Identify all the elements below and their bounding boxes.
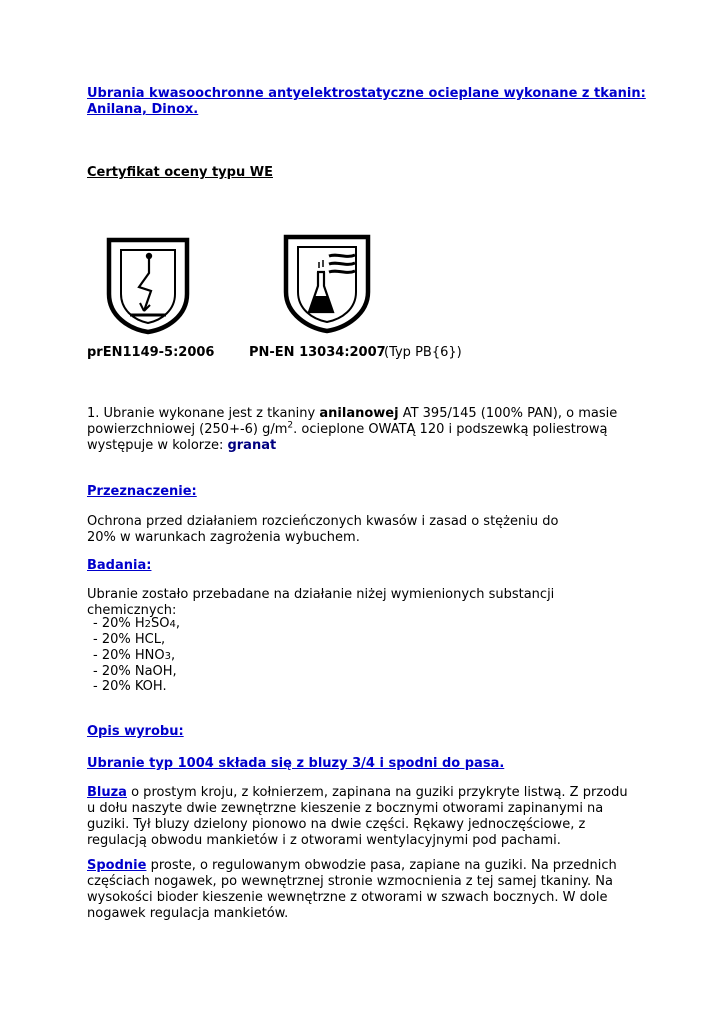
purpose-text: Ochrona przed działaniem rozcieńczonych kwasów i zasad o stężeniu do 20% w warunkach zagrożenia wybuchem. (87, 514, 559, 545)
list-item: - 20% H2SO4, (93, 616, 181, 631)
chemical-protection-shield-icon (283, 234, 371, 334)
list-item: - 20% NaOH, (93, 663, 177, 679)
point-1-text-c: AT 395/145 (100% PAN), o masie powierzchniowej (250+-6) g/m (87, 406, 618, 437)
spodnie-text: proste, o regulowanym obwodzie pasa, zapiane na guziki. Na przednich częściach nogawek, po wewnętrznej stronie wzmocnienia z tej samej tkaniny. Na wysokości bioder kieszenie wewnętrzne z otworami w szwach bocznych. W dole nogawek regulacja mankietów. (87, 858, 617, 921)
tests-heading[interactable]: Badania: (87, 558, 152, 573)
point-1-fabric: anilanowej (319, 406, 399, 421)
bluza-link[interactable]: Bluza (87, 785, 127, 800)
certificate-heading: Certyfikat oceny typu WE (87, 165, 273, 180)
standard-en13034: PN-EN 13034:2007 (249, 345, 386, 360)
description-subheading[interactable]: Ubranie typ 1004 składa się z bluzy 3/4 i spodni do pasa. (87, 756, 505, 771)
list-item: - 20% HNO3, (93, 647, 176, 663)
standards-row (87, 345, 647, 361)
point-1-text-d: . ocieplone OWATĄ 120 i podszewką poliestrową występuje w kolorze: (87, 422, 608, 453)
tests-text: Ubranie zostało przebadane na działanie niżej wymienionych substancji chemicznych: (87, 587, 555, 618)
purpose-heading[interactable]: Przeznaczenie: (87, 484, 197, 499)
superscript-2: 2 (287, 420, 294, 431)
document-title[interactable]: Ubrania kwasoochronne antyelektrostatyczne ocieplane wykonane z tkanin: Anilana, Dinox. (87, 86, 646, 117)
description-heading[interactable]: Opis wyrobu: (87, 724, 184, 739)
bluza-text: o prostym kroju, z kołnierzem, zapinana na guziki przykryte listwą. Z przodu u dołu naszyte dwie zewnętrzne kieszenie z bocznymi otworami zapinanymi na guziki. Tył bluzy dzielony pionowo na dwie części. Rękawy jednoczęściowe, z regulacją obwodu mankietów i z otworami wentylacyjnymi pod pachami. (87, 785, 628, 848)
list-item: - 20% HCL, (93, 632, 166, 648)
antistatic-shield-icon (106, 237, 190, 335)
standard-en1149: prEN1149-5:2006 (87, 345, 215, 360)
bluza-paragraph (87, 785, 635, 849)
point-1-paragraph (87, 406, 627, 454)
list-item: - 20% KOH. (93, 679, 167, 695)
color-value: granat (227, 438, 277, 453)
point-1-text-a: 1. Ubranie wykonane jest z tkaniny (87, 406, 320, 421)
spodnie-link[interactable]: Spodnie (87, 858, 147, 873)
chemicals-list (93, 616, 180, 694)
standard-type: (Typ PB{6}) (384, 345, 462, 360)
spodnie-paragraph (87, 858, 647, 922)
